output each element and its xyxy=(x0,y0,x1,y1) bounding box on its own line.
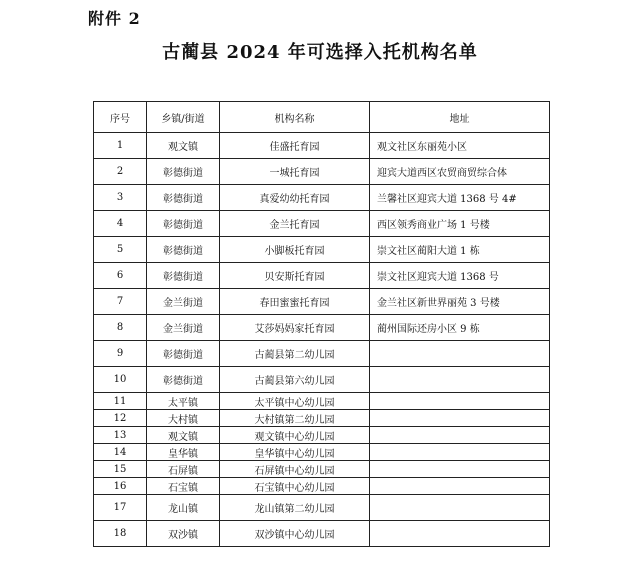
row-index: 7 xyxy=(94,289,147,315)
row-town: 观文镇 xyxy=(147,133,220,159)
table-row xyxy=(94,289,550,315)
row-address: 蔺州国际还房小区 9 栋 xyxy=(370,315,550,341)
row-address: 崇文社区迎宾大道 1368 号 xyxy=(370,263,550,289)
row-index: 11 xyxy=(94,393,147,410)
row-town: 金兰街道 xyxy=(147,289,220,315)
row-town: 金兰街道 xyxy=(147,315,220,341)
table-row xyxy=(94,367,550,393)
institution-table xyxy=(93,101,550,547)
header-address: 地址 xyxy=(370,102,550,133)
row-index: 9 xyxy=(94,341,147,367)
row-index: 1 xyxy=(94,133,147,159)
row-institution-name: 龙山镇第二幼儿园 xyxy=(220,495,370,521)
row-index: 18 xyxy=(94,521,147,547)
row-institution-name: 石宝镇中心幼儿园 xyxy=(220,478,370,495)
header-index: 序号 xyxy=(94,102,147,133)
row-institution-name: 艾莎妈妈家托育园 xyxy=(220,315,370,341)
table-row xyxy=(94,263,550,289)
table-row xyxy=(94,133,550,159)
row-address: 兰馨社区迎宾大道 1368 号 4# xyxy=(370,185,550,211)
row-institution-name: 一城托育园 xyxy=(220,159,370,185)
row-institution-name: 佳盛托育园 xyxy=(220,133,370,159)
row-institution-name: 小脚板托育园 xyxy=(220,237,370,263)
row-address xyxy=(370,367,550,393)
row-town: 双沙镇 xyxy=(147,521,220,547)
row-town: 太平镇 xyxy=(147,393,220,410)
row-index: 6 xyxy=(94,263,147,289)
header-institution-name: 机构名称 xyxy=(220,102,370,133)
table-row xyxy=(94,237,550,263)
row-town: 彰德街道 xyxy=(147,263,220,289)
row-town: 大村镇 xyxy=(147,410,220,427)
row-address: 迎宾大道西区农贸商贸综合体 xyxy=(370,159,550,185)
table-row xyxy=(94,393,550,410)
row-address xyxy=(370,521,550,547)
row-town: 观文镇 xyxy=(147,427,220,444)
row-index: 2 xyxy=(94,159,147,185)
table-header-row xyxy=(94,102,550,133)
row-index: 8 xyxy=(94,315,147,341)
row-index: 12 xyxy=(94,410,147,427)
row-institution-name: 贝安斯托育园 xyxy=(220,263,370,289)
row-institution-name: 金兰托育园 xyxy=(220,211,370,237)
row-index: 10 xyxy=(94,367,147,393)
row-town: 龙山镇 xyxy=(147,495,220,521)
row-institution-name: 古蔺县第二幼儿园 xyxy=(220,341,370,367)
row-index: 14 xyxy=(94,444,147,461)
row-institution-name: 太平镇中心幼儿园 xyxy=(220,393,370,410)
row-town: 彰德街道 xyxy=(147,237,220,263)
row-address xyxy=(370,393,550,410)
table-row xyxy=(94,444,550,461)
row-institution-name: 皇华镇中心幼儿园 xyxy=(220,444,370,461)
row-address xyxy=(370,461,550,478)
table-row xyxy=(94,410,550,427)
table-row xyxy=(94,478,550,495)
row-town: 石宝镇 xyxy=(147,478,220,495)
row-address xyxy=(370,341,550,367)
row-address xyxy=(370,478,550,495)
row-town: 彰德街道 xyxy=(147,211,220,237)
row-town: 彰德街道 xyxy=(147,341,220,367)
table-row xyxy=(94,315,550,341)
row-address xyxy=(370,495,550,521)
row-address: 金兰社区新世界丽苑 3 号楼 xyxy=(370,289,550,315)
row-town: 石屏镇 xyxy=(147,461,220,478)
header-town: 乡镇/街道 xyxy=(147,102,220,133)
row-town: 彰德街道 xyxy=(147,159,220,185)
table-row xyxy=(94,427,550,444)
row-institution-name: 石屏镇中心幼儿园 xyxy=(220,461,370,478)
row-index: 13 xyxy=(94,427,147,444)
row-address xyxy=(370,410,550,427)
row-index: 3 xyxy=(94,185,147,211)
attachment-label: 附件 2 xyxy=(88,9,141,28)
row-address xyxy=(370,444,550,461)
row-town: 彰德街道 xyxy=(147,367,220,393)
document-title: 古蔺县 2024 年可选择入托机构名单 xyxy=(162,42,478,63)
row-institution-name: 古蔺县第六幼儿园 xyxy=(220,367,370,393)
row-institution-name: 双沙镇中心幼儿园 xyxy=(220,521,370,547)
row-index: 17 xyxy=(94,495,147,521)
row-index: 16 xyxy=(94,478,147,495)
table-row xyxy=(94,521,550,547)
row-address: 西区领秀商业广场 1 号楼 xyxy=(370,211,550,237)
row-town: 彰德街道 xyxy=(147,185,220,211)
row-index: 15 xyxy=(94,461,147,478)
table-row xyxy=(94,461,550,478)
table-row xyxy=(94,185,550,211)
table-row xyxy=(94,341,550,367)
table-row xyxy=(94,159,550,185)
row-institution-name: 观文镇中心幼儿园 xyxy=(220,427,370,444)
table-row xyxy=(94,495,550,521)
row-address: 观文社区东丽苑小区 xyxy=(370,133,550,159)
row-town: 皇华镇 xyxy=(147,444,220,461)
row-index: 4 xyxy=(94,211,147,237)
table-body xyxy=(94,133,550,547)
row-address xyxy=(370,427,550,444)
table-row xyxy=(94,211,550,237)
row-index: 5 xyxy=(94,237,147,263)
row-institution-name: 春田蜜蜜托育园 xyxy=(220,289,370,315)
row-address: 崇文社区蔺阳大道 1 栋 xyxy=(370,237,550,263)
row-institution-name: 大村镇第二幼儿园 xyxy=(220,410,370,427)
row-institution-name: 真爱幼幼托育园 xyxy=(220,185,370,211)
